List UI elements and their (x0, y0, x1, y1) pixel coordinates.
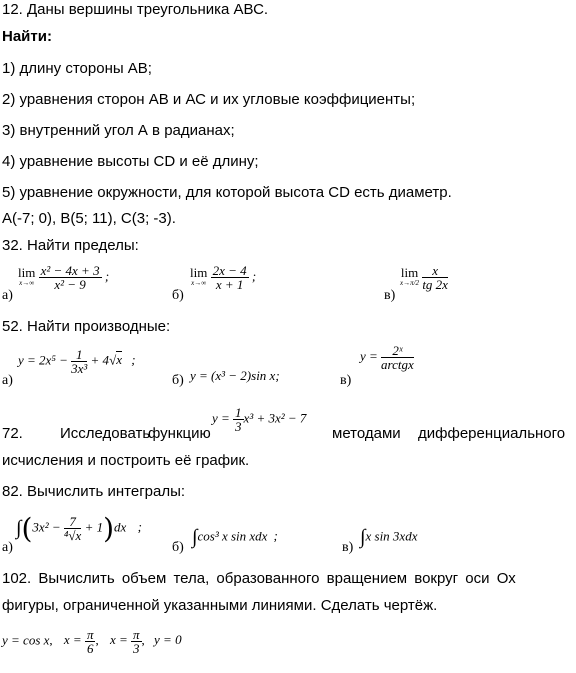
task-32-b-label: б) (172, 288, 184, 303)
task-102-line-1: 102. Вычислить объем тела, образованного вращением вокруг оси Ох (2, 570, 516, 587)
task-12-title: 12. Даны вершины треугольника АВС. (2, 1, 269, 18)
task-72-number: 72. (2, 425, 23, 442)
task-52-b-formula: y = (x³ − 2)sin x; (190, 368, 280, 383)
task-32-a-label: а) (2, 288, 13, 303)
task-72-line-2: исчисления и построить её график. (2, 452, 250, 469)
task-72-word-differential: дифференциального (418, 425, 566, 442)
task-12-item-3: 3) внутренний угол А в радианах; (2, 122, 235, 139)
task-82-a-label: а) (2, 540, 13, 555)
task-12-item-2: 2) уравнения сторон АВ и АС и их угловые коэффициенты; (2, 91, 416, 108)
task-12-find-label: Найти: (2, 28, 52, 45)
task-82-c-formula: ∫x sin 3xdx (360, 526, 418, 548)
task-82-c-label: в) (342, 540, 354, 555)
task-82-a-formula: ∫(3x² − $\frac{7}{\text{⁴√x}}$ + 1)dx ; (16, 512, 142, 545)
task-12-item-1: 1) длину стороны АВ; (2, 60, 152, 77)
task-102-formulas: y = cos x, x = $\frac{\pi}{6}$ , x = $\frac{\pi}{3}$ , y = 0 (2, 627, 182, 656)
task-32-b-formula: lim x→∞ $\frac{2x - 4}{x + 1}$ ; (190, 263, 257, 292)
task-82-b-label: б) (172, 540, 184, 555)
task-52-c-label: в) (340, 373, 352, 388)
task-52-c-formula: y = $\frac{\text{2ˣ}}{\text{arctgx}}$ (360, 343, 414, 372)
task-82-b-formula: ∫cos³ x sin xdx ; (192, 526, 278, 548)
task-32-a-formula: lim x→∞ $\frac{\text{x² − 4x + 3}}{\text{x² − 9}}$ ; (18, 263, 110, 292)
task-82-title: 82. Вычислить интегралы: (2, 483, 186, 500)
task-72-word-methods: методами (332, 425, 401, 442)
task-52-a-formula: y = 2x⁵ − $\frac{1}{\text{3x³}}$ + 4√x ; (18, 347, 136, 376)
task-12-item-4: 4) уравнение высоты СD и её длину; (2, 153, 259, 170)
task-12-item-5: 5) уравнение окружности, для которой высота СD есть диаметр. (2, 184, 452, 201)
task-52-title: 52. Найти производные: (2, 318, 171, 335)
task-102-line-2: фигуры, ограниченной указанными линиями. Сделать чертёж. (2, 597, 438, 614)
task-72-word-function: функцию (148, 425, 211, 442)
task-52-b-label: б) (172, 373, 184, 388)
task-32-title: 32. Найти пределы: (2, 237, 139, 254)
task-32-c-formula: lim x→π/2 $\frac{x}{tg 2x}$ (400, 263, 448, 292)
task-52-a-label: а) (2, 373, 13, 388)
task-72-word-investigate: Исследовать (60, 425, 151, 442)
task-12-points: А(-7; 0), В(5; 11), С(3; -3). (2, 210, 176, 227)
task-32-c-label: в) (384, 288, 396, 303)
task-72-function-formula: y = $\frac{1}{3}$ x³ + 3x² − 7 (212, 405, 307, 434)
